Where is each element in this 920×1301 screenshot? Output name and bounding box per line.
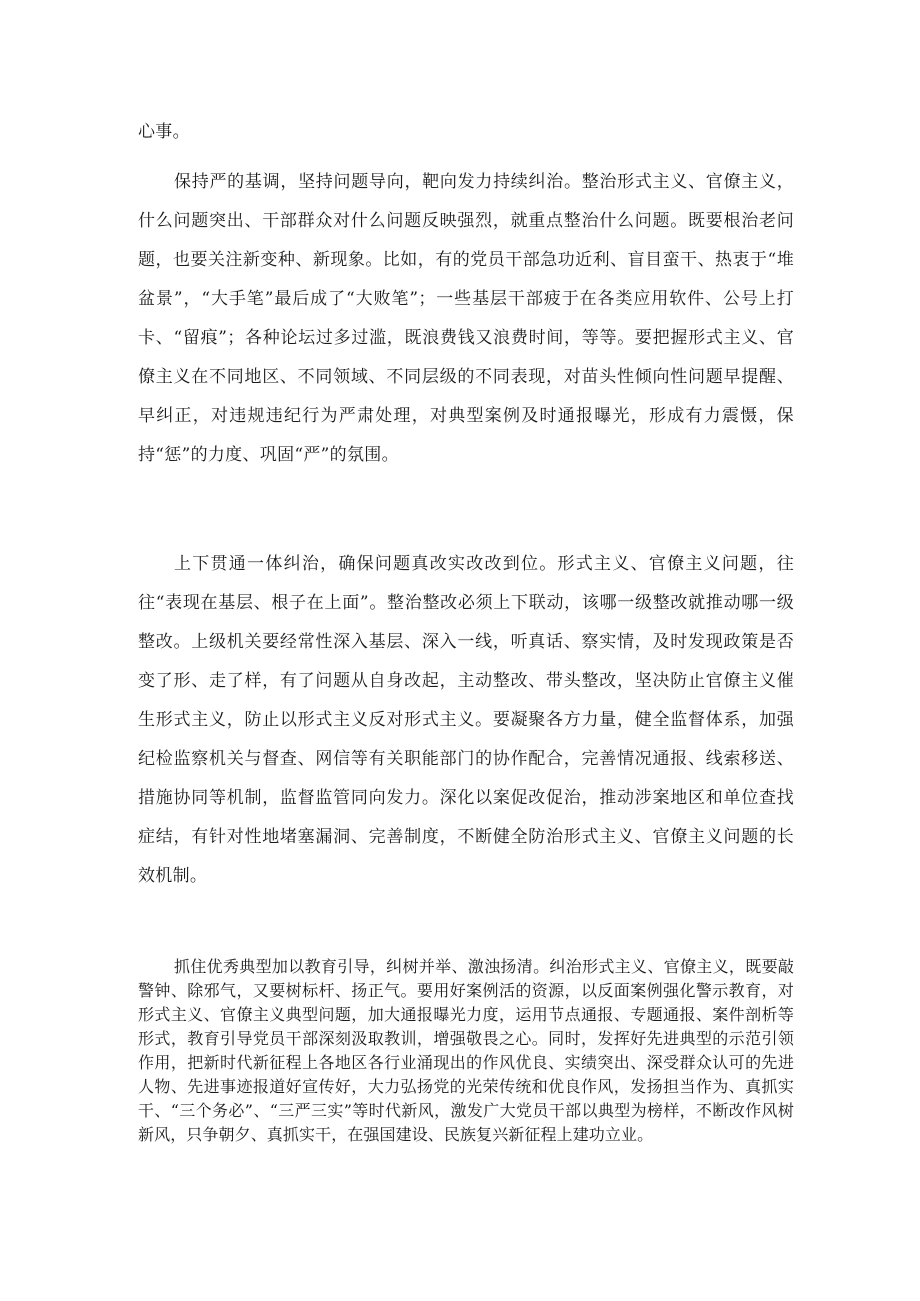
paragraph-strict-tone: 保持严的基调，坚持问题导向，靶向发力持续纠治。整治形式主义、官僚主义，什么问题突出、干部群众对什么问题反映强烈，就重点整治什么问题。既要根治老问题，也要关注新变种、新现象。比如，有的党员干部急功近利、盲目蛮干、热衷于“堆盆景”，“大手笔”最后成了“大败笔”；一些基层干部疲于在各类应用软件、公号上打卡、“留痕”；各种论坛过多过滥，既浪费钱又浪费时间，等等。要把握形式主义、官僚主义在不同地区、不同领域、不同层级的不同表现，对苗头性倾向性问题早提醒、早纠正，对违规违纪行为严肃处理，对典型案例及时通报曝光，形成有力震慑，保持“惩”的力度、巩固“严”的氛围。 <box>138 172 794 465</box>
paragraph-continuation: 心事。 <box>138 122 190 142</box>
paragraph-top-down-rectification: 上下贯通一体纠治，确保问题真改实改改到位。形式主义、官僚主义问题，往往“表现在基层、根子在上面”。整治整改必须上下联动，该哪一级整改就推动哪一级整改。上级机关要经常性深入基层、深入一线，听真话、察实情，及时发现政策是否变了形、走了样，有了问题从自身改起，主动整改、带头整改，坚决防止官僚主义催生形式主义，防止以形式主义反对形式主义。要凝聚各方力量，健全监督体系，加强纪检监察机关与督查、网信等有关职能部门的协作配合，完善情况通报、线索移送、措施协同等机制，监督监管同向发力。深化以案促改促治，推动涉案地区和单位查找症结，有针对性地堵塞漏洞、完善制度，不断健全防治形式主义、官僚主义问题的长效机制。 <box>138 554 794 886</box>
paragraph-exemplary-models: 抓住优秀典型加以教育引导，纠树并举、激浊扬清。纠治形式主义、官僚主义，既要敲警钟、除邪气，又要树标杆、扬正气。要用好案例活的资源，以反面案例强化警示教育，对形式主义、官僚主义典型问题，加大通报曝光力度，运用节点通报、专题通报、案件剖析等形式，教育引导党员干部深刻汲取教训，增强敬畏之心。同时，发挥好先进典型的示范引领作用，把新时代新征程上各地区各行业涌现出的作风优良、实绩突出、深受群众认可的先进人物、先进事迹报道好宣传好，大力弘扬党的光荣传统和优良作风，发扬担当作为、真抓实干、“三个务必”、“三严三实”等时代新风，激发广大党员干部以典型为榜样，不断改作风树新风，只争朝夕、真抓实干，在强国建设、民族复兴新征程上建功立业。 <box>138 957 794 1144</box>
